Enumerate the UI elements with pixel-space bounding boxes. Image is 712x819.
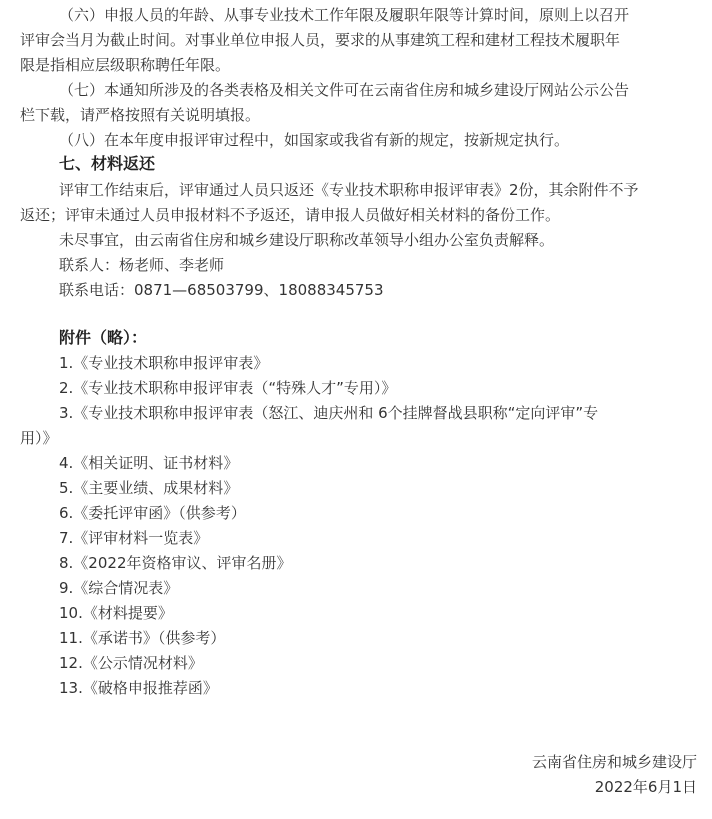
attachments-heading: 附件（略）： (59, 328, 148, 347)
attachment-item: 3.《专业技术职称申报评审表（怒江、迪庆州和 6个挂牌督战县职称“定向评审”专 (59, 404, 599, 422)
attachment-item: 4.《相关证明、证书材料》 (59, 454, 239, 472)
attachment-item: 2.《专业技术职称申报评审表（“特殊人才”专用）》 (59, 379, 397, 397)
section-7-heading: 七、材料返还 (59, 154, 156, 173)
attachment-item: 11.《承诺书》（供参考） (59, 629, 226, 647)
paragraph-7-line-2: 栏下载，请严格按照有关说明填报。 (20, 106, 261, 124)
attachment-item: 1.《专业技术职称申报评审表》 (59, 354, 269, 372)
contact-phone: 联系电话：0871—68503799、18088345753 (59, 281, 384, 299)
attachment-item: 12.《公示情况材料》 (59, 654, 203, 672)
section-7-line-2: 返还；评审未通过人员申报材料不予返还，请申报人员做好相关材料的备份工作。 (20, 206, 561, 224)
attachment-item: 7.《评审材料一览表》 (59, 529, 209, 547)
attachment-item-continuation: 用）》 (20, 429, 58, 447)
paragraph-8-line-1: （八）在本年度申报评审过程中，如国家或我省有新的规定，按新规定执行。 (59, 131, 570, 149)
paragraph-6-line-2: 评审会当月为截止时间。对事业单位申报人员，要求的从事建筑工程和建材工程技术履职年 (20, 31, 621, 49)
paragraph-7-line-1: （七）本通知所涉及的各类表格及相关文件可在云南省住房和城乡建设厅网站公示公告 (59, 81, 630, 99)
attachment-item: 6.《委托评审函》（供参考） (59, 504, 246, 522)
section-7-line-1: 评审工作结束后，评审通过人员只返还《专业技术职称申报评审表》2份，其余附件不予 (59, 181, 639, 199)
attachment-item: 10.《材料提要》 (59, 604, 173, 622)
paragraph-6-line-3: 限是指相应层级职称聘任年限。 (20, 56, 231, 74)
signature-organization: 云南省住房和城乡建设厅 (531, 753, 697, 771)
attachment-item: 8.《2022年资格审议、评审名册》 (59, 554, 292, 572)
paragraph-6-line-1: （六）申报人员的年龄、从事专业技术工作年限及履职年限等计算时间，原则上以召开 (59, 6, 630, 24)
attachment-item: 13.《破格申报推荐函》 (59, 679, 218, 697)
section-7-line-3: 未尽事宜，由云南省住房和城乡建设厅职称改革领导小组办公室负责解释。 (59, 231, 555, 249)
contact-person: 联系人：杨老师、李老师 (59, 256, 225, 274)
attachment-item: 5.《主要业绩、成果材料》 (59, 479, 239, 497)
signature-date: 2022年6月1日 (594, 778, 697, 796)
attachment-item: 9.《综合情况表》 (59, 579, 179, 597)
